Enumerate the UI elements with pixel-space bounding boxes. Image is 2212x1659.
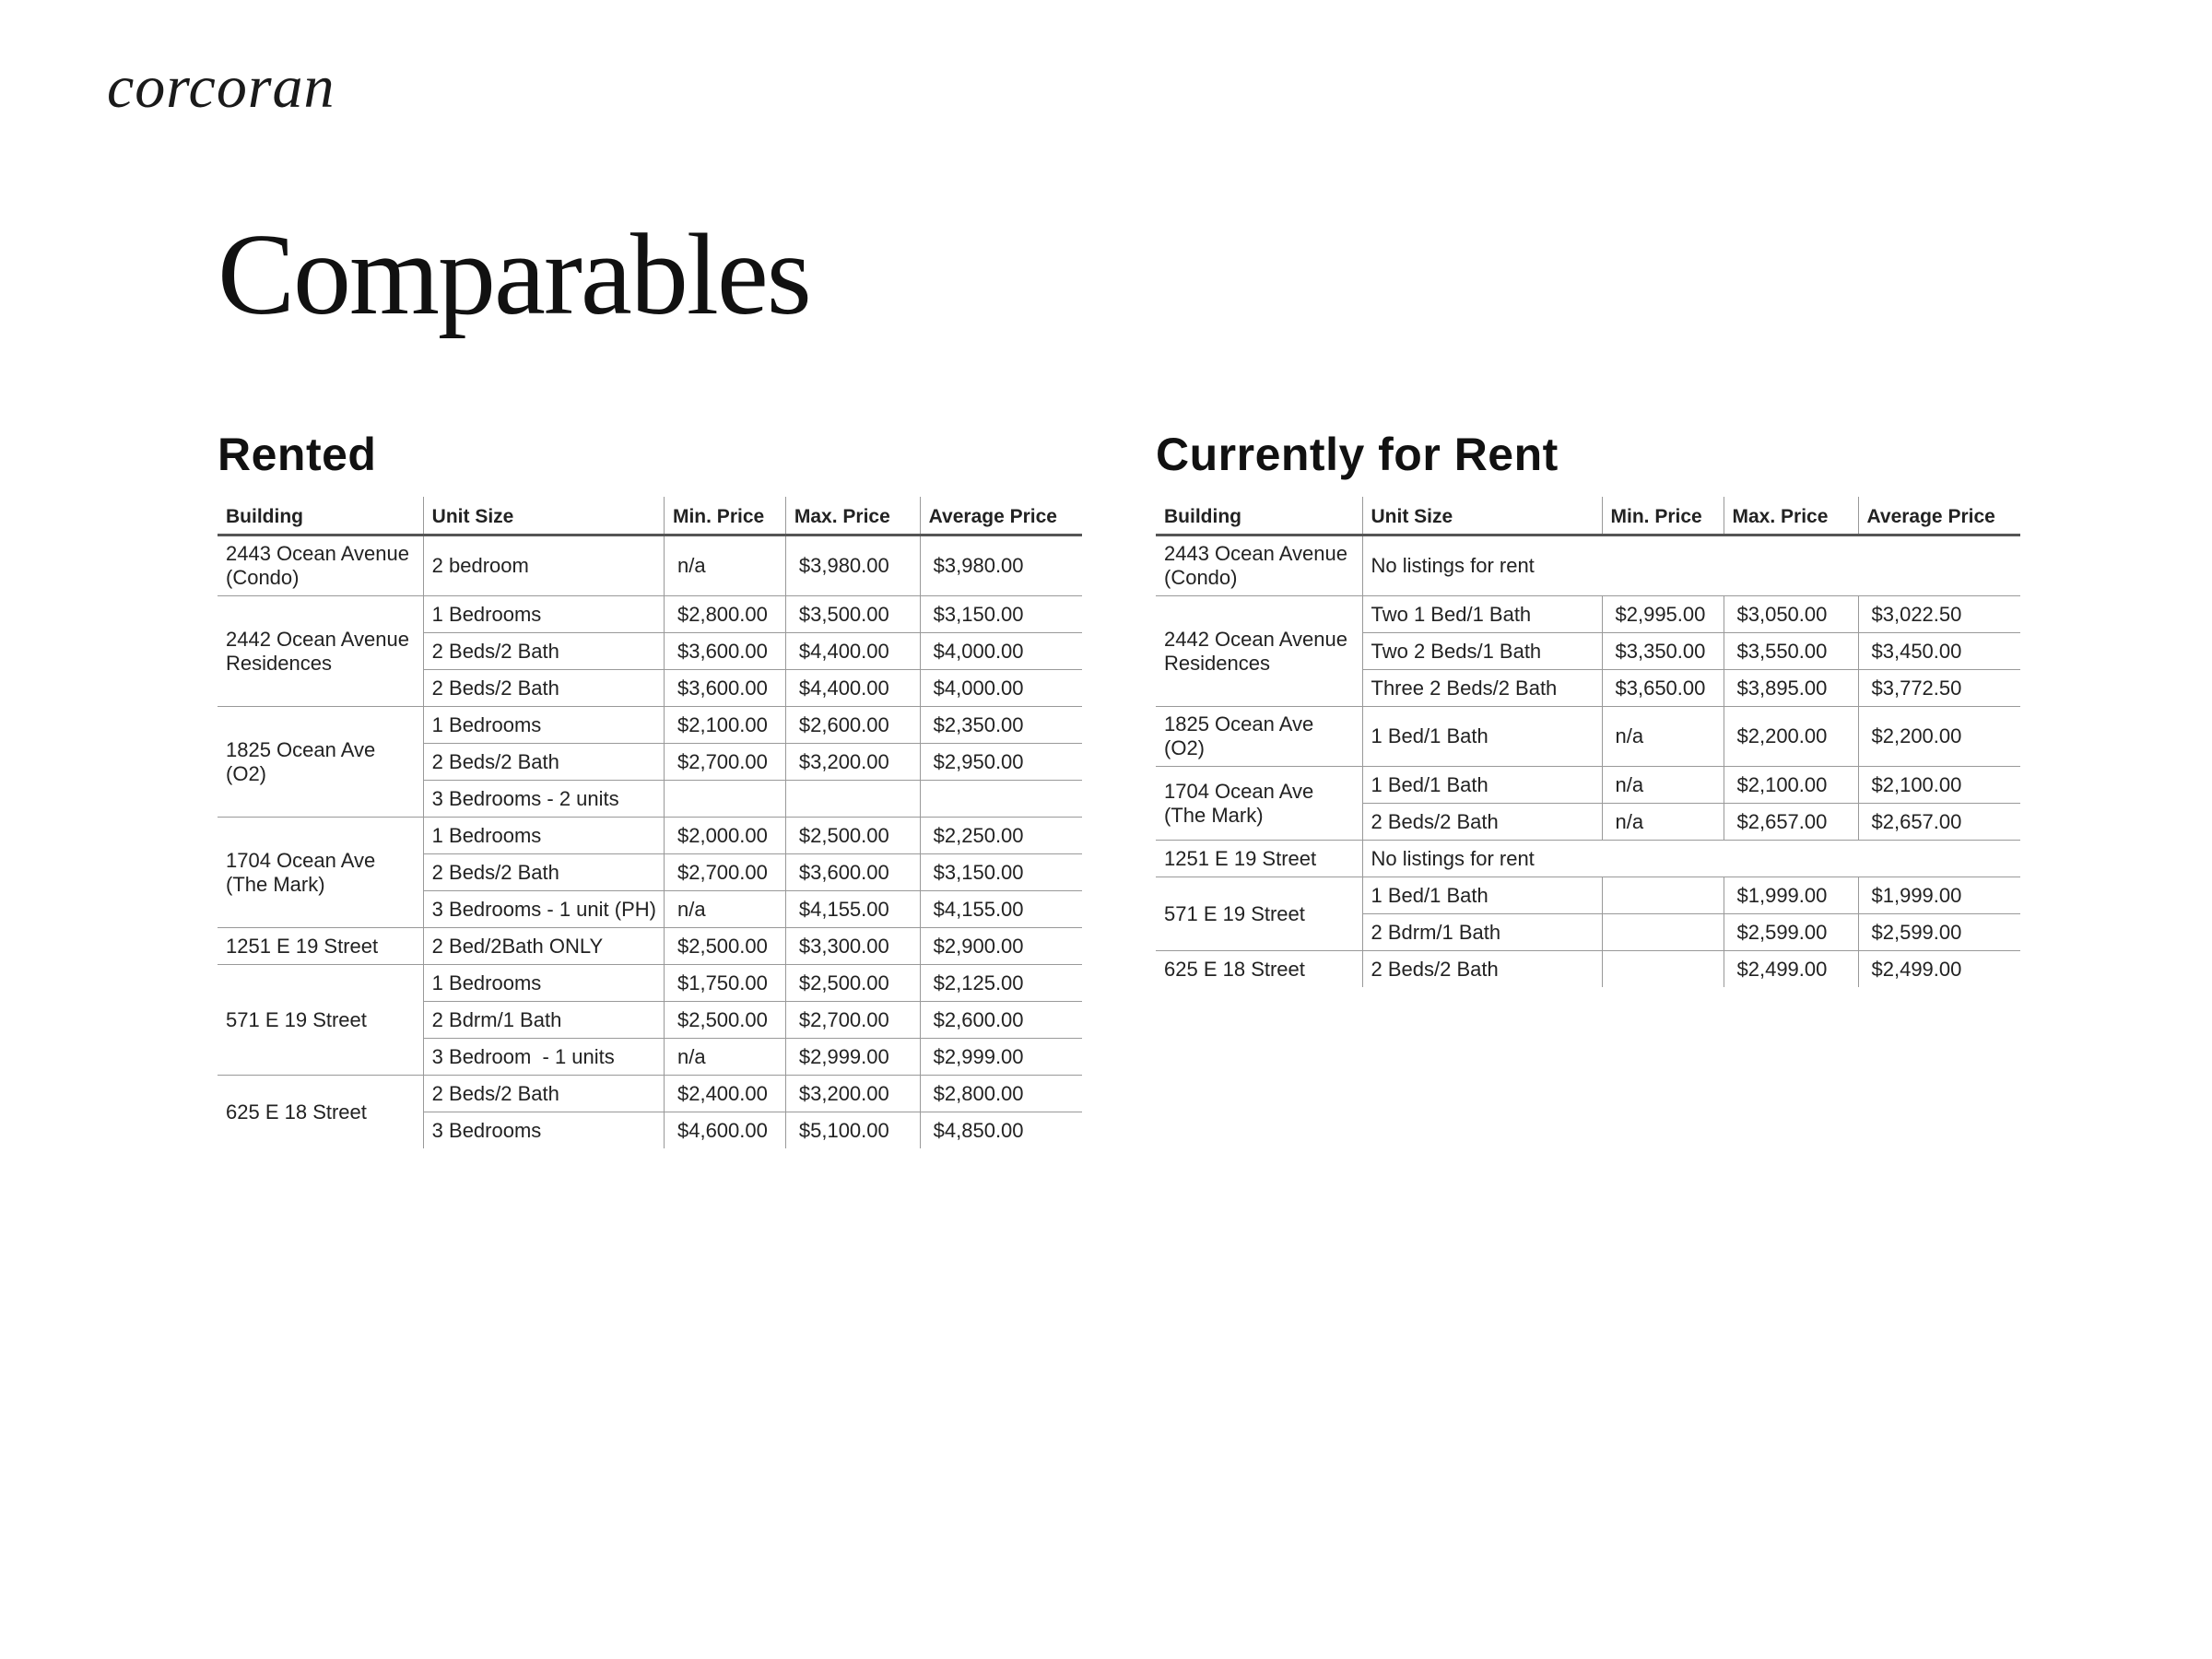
average-price: $3,450.00 xyxy=(1858,633,2020,670)
max-price: $4,400.00 xyxy=(785,633,920,670)
unit-size: 1 Bed/1 Bath xyxy=(1362,767,1602,804)
max-price: $2,100.00 xyxy=(1724,767,1858,804)
max-price: $4,400.00 xyxy=(785,670,920,707)
unit-size: 2 Beds/2 Bath xyxy=(423,854,664,891)
unit-size: Three 2 Beds/2 Bath xyxy=(1362,670,1602,707)
average-price: $4,155.00 xyxy=(920,891,1082,928)
table-row xyxy=(1156,877,2020,914)
average-price: $2,499.00 xyxy=(1871,957,1962,981)
table-row xyxy=(218,965,1082,1002)
rented-col-building: Building xyxy=(218,497,423,535)
max-price: $3,895.00 xyxy=(1724,670,1858,707)
min-price: $2,500.00 xyxy=(664,928,785,965)
current-title: Currently for Rent xyxy=(1156,429,1559,480)
building-name: 1704 Ocean Ave (The Mark) xyxy=(218,818,423,928)
average-price: $2,999.00 xyxy=(920,1039,1082,1076)
unit-size: 1 Bedrooms xyxy=(423,965,664,1002)
min-price: $4,600.00 xyxy=(664,1112,785,1149)
max-price: $2,499.00 xyxy=(1724,951,1858,988)
building-name: 1825 Ocean Ave (O2) xyxy=(1156,707,1362,767)
max-price: $2,657.00 xyxy=(1724,804,1858,841)
building-name: 2443 Ocean Avenue (Condo) xyxy=(1156,535,1362,596)
min-price: n/a xyxy=(1602,767,1724,804)
average-price: $3,772.50 xyxy=(1858,670,2020,707)
average-price: $1,999.00 xyxy=(1858,877,2020,914)
average-price: $3,980.00 xyxy=(920,535,1082,596)
rented-title: Rented xyxy=(218,429,377,480)
building-name: 2442 Ocean Avenue Residences xyxy=(218,596,423,707)
average-price: $2,950.00 xyxy=(920,744,1082,781)
current-col-average-price: Average Price xyxy=(1858,497,2020,535)
no-listings-note: No listings for rent xyxy=(1362,841,2020,877)
average-price: $3,150.00 xyxy=(920,596,1082,633)
min-price xyxy=(664,781,785,818)
min-price: n/a xyxy=(664,535,785,596)
min-price: $2,800.00 xyxy=(664,596,785,633)
unit-size: 2 Beds/2 Bath xyxy=(423,633,664,670)
unit-size: Two 1 Bed/1 Bath xyxy=(1362,596,1602,633)
table-row xyxy=(1156,951,2020,988)
table-row xyxy=(218,928,1082,965)
average-price: $2,250.00 xyxy=(920,818,1082,854)
table-row xyxy=(218,535,1082,596)
min-price: n/a xyxy=(664,1039,785,1076)
max-price: $1,999.00 xyxy=(1724,877,1858,914)
unit-size: 2 Bdrm/1 Bath xyxy=(1362,914,1602,951)
min-price: $2,100.00 xyxy=(664,707,785,744)
max-price: $2,999.00 xyxy=(785,1039,920,1076)
table-row xyxy=(218,1076,1082,1112)
current-col-building: Building xyxy=(1156,497,1362,535)
max-price: $2,599.00 xyxy=(1724,914,1858,951)
building-name: 2443 Ocean Avenue (Condo) xyxy=(218,535,423,596)
rented-section xyxy=(218,429,1082,1148)
rented-col-average-price: Average Price xyxy=(920,497,1082,535)
min-price: $3,600.00 xyxy=(664,670,785,707)
unit-size: 1 Bed/1 Bath xyxy=(1362,707,1602,767)
building-name: 1251 E 19 Street xyxy=(218,928,423,965)
max-price: $3,600.00 xyxy=(785,854,920,891)
corcoran-logo: corcoran xyxy=(107,53,335,121)
max-price: $3,200.00 xyxy=(785,1076,920,1112)
building-name: 625 E 18 Street xyxy=(218,1076,423,1149)
max-price: $3,200.00 xyxy=(785,744,920,781)
min-price: n/a xyxy=(1602,707,1724,767)
rented-header-row xyxy=(218,497,1082,535)
average-price: $4,000.00 xyxy=(920,670,1082,707)
current-header-row xyxy=(1156,497,2020,535)
building-name: 2442 Ocean Avenue Residences xyxy=(1156,596,1362,707)
unit-size: 2 Beds/2 Bath xyxy=(1362,804,1602,841)
average-price: $2,599.00 xyxy=(1858,914,2020,951)
current-col-unit-size: Unit Size xyxy=(1362,497,1602,535)
average-price: $3,022.50 xyxy=(1858,596,2020,633)
unit-size: 2 Beds/2 Bath xyxy=(423,1076,664,1112)
no-listings-note: No listings for rent xyxy=(1362,535,2020,596)
average-price xyxy=(920,781,1082,818)
unit-size: 2 bedroom xyxy=(423,535,664,596)
unit-size: 2 Bed/2Bath ONLY xyxy=(423,928,664,965)
rented-col-max-price: Max. Price xyxy=(785,497,920,535)
table-row xyxy=(1156,596,2020,633)
building-name: 1825 Ocean Ave (O2) xyxy=(218,707,423,818)
unit-size: 3 Bedroom - 1 units xyxy=(423,1039,664,1076)
unit-size: 2 Beds/2 Bath xyxy=(423,744,664,781)
min-price: n/a xyxy=(1602,804,1724,841)
max-price: $2,200.00 xyxy=(1724,707,1858,767)
max-price: $5,100.00 xyxy=(785,1112,920,1149)
table-row xyxy=(218,707,1082,744)
average-price: $3,150.00 xyxy=(920,854,1082,891)
building-name: 1251 E 19 Street xyxy=(1156,841,1362,877)
current-col-min-price: Min. Price xyxy=(1602,497,1724,535)
average-price: $2,200.00 xyxy=(1858,707,2020,767)
table-row xyxy=(1156,535,2020,596)
unit-size: 1 Bedrooms xyxy=(423,707,664,744)
table-row xyxy=(1156,767,2020,804)
unit-size: 1 Bedrooms xyxy=(423,596,664,633)
average-price: $2,125.00 xyxy=(920,965,1082,1002)
max-price xyxy=(785,781,920,818)
min-price: $3,600.00 xyxy=(664,633,785,670)
min-price xyxy=(1602,877,1724,914)
table-row xyxy=(218,596,1082,633)
max-price: $2,500.00 xyxy=(785,818,920,854)
table-row xyxy=(1156,841,2020,877)
max-price: $2,500.00 xyxy=(785,965,920,1002)
page-title: Comparables xyxy=(218,211,810,340)
current-section xyxy=(1156,429,2020,987)
unit-size: 2 Beds/2 Bath xyxy=(423,670,664,707)
max-price: $3,980.00 xyxy=(785,535,920,596)
max-price: $4,155.00 xyxy=(785,891,920,928)
unit-size: 2 Bdrm/1 Bath xyxy=(423,1002,664,1039)
rented-table xyxy=(218,497,1082,1148)
max-price: $2,700.00 xyxy=(785,1002,920,1039)
average-price: $4,000.00 xyxy=(920,633,1082,670)
average-price: $2,600.00 xyxy=(920,1002,1082,1039)
building-name: 625 E 18 Street xyxy=(1156,951,1362,988)
average-price: $2,350.00 xyxy=(920,707,1082,744)
max-price: $3,050.00 xyxy=(1724,596,1858,633)
average-price: $2,100.00 xyxy=(1858,767,2020,804)
current-col-max-price: Max. Price xyxy=(1724,497,1858,535)
min-price: $2,400.00 xyxy=(664,1076,785,1112)
min-price: $2,000.00 xyxy=(664,818,785,854)
min-price: $3,650.00 xyxy=(1602,670,1724,707)
max-price: $3,550.00 xyxy=(1724,633,1858,670)
max-price: $3,300.00 xyxy=(785,928,920,965)
unit-size: 3 Bedrooms xyxy=(423,1112,664,1149)
rented-col-unit-size: Unit Size xyxy=(423,497,664,535)
unit-size: 1 Bed/1 Bath xyxy=(1362,877,1602,914)
min-price: $2,995.00 xyxy=(1602,596,1724,633)
unit-size: 3 Bedrooms - 1 unit (PH) xyxy=(423,891,664,928)
average-price: $2,800.00 xyxy=(920,1076,1082,1112)
building-name: 571 E 19 Street xyxy=(218,965,423,1076)
average-price: $2,657.00 xyxy=(1858,804,2020,841)
min-price xyxy=(1602,951,1724,988)
average-price: $4,850.00 xyxy=(933,1118,1024,1142)
table-row xyxy=(1156,707,2020,767)
min-price: n/a xyxy=(664,891,785,928)
min-price: $2,500.00 xyxy=(664,1002,785,1039)
rented-col-min-price: Min. Price xyxy=(664,497,785,535)
max-price: $2,600.00 xyxy=(785,707,920,744)
unit-size: 2 Beds/2 Bath xyxy=(1362,951,1602,988)
min-price xyxy=(1602,914,1724,951)
building-name: 571 E 19 Street xyxy=(1156,877,1362,951)
min-price: $2,700.00 xyxy=(664,744,785,781)
max-price: $3,500.00 xyxy=(785,596,920,633)
min-price: $1,750.00 xyxy=(664,965,785,1002)
min-price: $3,350.00 xyxy=(1602,633,1724,670)
average-price: $2,900.00 xyxy=(920,928,1082,965)
min-price: $2,700.00 xyxy=(664,854,785,891)
building-name: 1704 Ocean Ave (The Mark) xyxy=(1156,767,1362,841)
unit-size: 3 Bedrooms - 2 units xyxy=(423,781,664,818)
table-row xyxy=(218,818,1082,854)
unit-size: Two 2 Beds/1 Bath xyxy=(1362,633,1602,670)
current-table xyxy=(1156,497,2020,987)
unit-size: 1 Bedrooms xyxy=(423,818,664,854)
